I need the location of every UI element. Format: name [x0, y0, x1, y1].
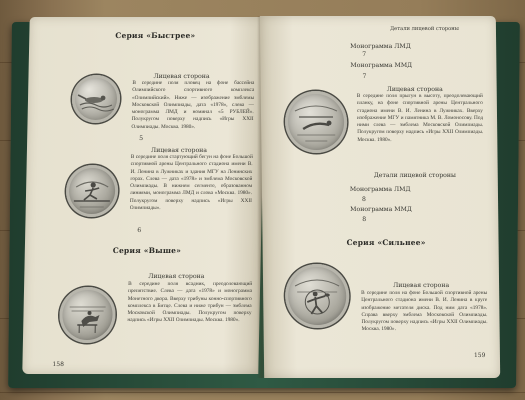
coin-description-2: В середине поля стартующий бегун на фоне Большой спортивной арены Центрального стадиона имени В. И. Ленина в Лужниках и здания МГУ на Ленинских горах. Слева — дата «1978» и эмблема Московской Олимпиады. В нижнем сегменте, образованном линиями, монограмма ЛМД и слова «Москва. 1980». Полукругом поверху надпись «Игры XXII Олимпиады». [129, 154, 253, 212]
obverse-label-1: Лицевая сторона [153, 73, 210, 80]
section-heading-faster: Серия «Быстрее» [115, 31, 196, 40]
obverse-label-5: Лицевая сторона [393, 282, 450, 289]
coin-description-3: В середине поля всадник, преодолевающий препятствие. Слева — дата «1978» и монограмма Монетного двора. Вверху трибуны конно-спортивного комплекса в Битце. Слева и ниже трибун — эмблема Московской Олимпиады. Полукругом поверху надпись «Игры XXII Олимпиады. Москва. 1980». [127, 281, 253, 324]
obverse-label-4: Лицевая сторона [386, 86, 443, 93]
item-number-5: 5 [139, 135, 144, 142]
monogram-number-4: 8 [362, 216, 367, 223]
monogram-lmd-2: Монограмма ЛМД [349, 186, 411, 193]
monogram-number-2: 7 [362, 73, 367, 80]
right-page [260, 16, 500, 378]
left-page [22, 17, 265, 374]
section-heading-stronger: Серия «Сильнее» [346, 238, 426, 247]
coin-description-1: В середине поля пловец на фоне бассейна Олимпийского спортивного комплекса «Олимпийский». Ниже — изображение эмблемы Московской Олимпиады, дата «1978», слева — монограмма ЛМД и номинал «5 РУБЛЕЙ». Полукругом поверху надпись «Игры XXII Олимпиады. Москва. 1980». [131, 80, 255, 130]
monogram-mmd-1: Монограмма ММД [350, 62, 413, 69]
page-number-left: 158 [52, 361, 64, 368]
page-number-right: 159 [473, 352, 486, 359]
coin-runner-image [66, 165, 119, 217]
coin-description-5: В середине поля на фоне Большой спортивной арены Центрального стадиона имени В. И. Ленина в круге изображение метателя диска. Под ним дата «1978». Справа вверху эмблема Московской Олимпиады. Полукругом поверху надпись «Игры XXII Олимпиады. Москва. 1980». [361, 290, 488, 333]
coin-swimmer-image [72, 75, 121, 123]
monogram-lmd-1: Монограмма ЛМД [350, 43, 411, 50]
monogram-number-3: 8 [361, 196, 367, 203]
coin-high-jumper-image [285, 91, 348, 153]
item-number-6: 6 [137, 227, 142, 234]
coin-equestrian-image [59, 287, 116, 343]
coin-discus-thrower-image [285, 264, 350, 328]
details-header-1: Детали лицевой стороны [389, 26, 459, 32]
obverse-label-3: Лицевая сторона [148, 273, 205, 280]
floorboard-seam [0, 392, 525, 393]
section-heading-higher: Серия «Выше» [112, 246, 182, 255]
obverse-label-2: Лицевая сторона [150, 147, 208, 154]
monogram-number-1: 7 [362, 51, 367, 58]
monogram-mmd-2: Монограмма ММД [350, 206, 412, 213]
coin-description-4: В середине поля прыгун в высоту, преодолевающий планку, на фоне спортивной арены Центрального стадиона имени В. И. Ленина в Лужниках. Вверху изображение МГУ и памятника М. В. Ломоносову. Под ними слева — эмблема Московской Олимпиады. Полукругом поверху надпись «Игры XXII Олимпиады. Москва. 1980». [356, 93, 484, 143]
details-header-2: Детали лицевой стороны [373, 172, 456, 179]
